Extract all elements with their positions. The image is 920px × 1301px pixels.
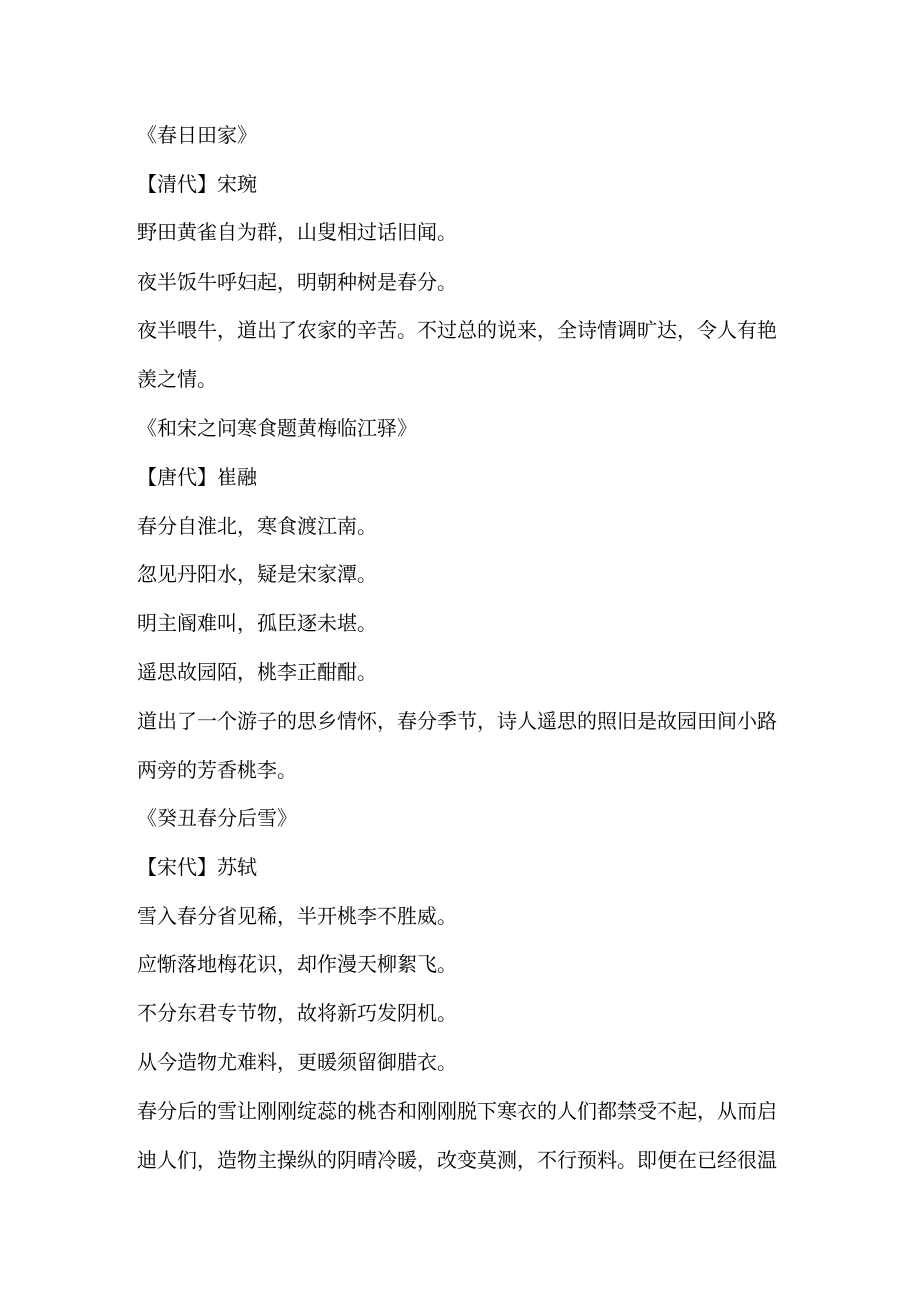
poem-author: 【唐代】崔融 — [137, 465, 257, 489]
poem-title: 《和宋之问寒食题黄梅临江驿》 — [137, 416, 417, 440]
poem-line: 不分东君专节物，故将新巧发阴机。 — [137, 1001, 457, 1025]
poem-line: 雪入春分省见稀，半开桃李不胜威。 — [137, 904, 457, 928]
poem-line: 夜半饭牛呼妇起，明朝种树是春分。 — [137, 270, 457, 294]
poem-title: 《春日田家》 — [137, 123, 257, 147]
poem-author: 【宋代】苏轼 — [137, 855, 257, 879]
commentary-line: 道出了一个游子的思乡情怀，春分季节，诗人遥思的照旧是故园田间小路 — [137, 709, 777, 733]
commentary-line: 夜半喂牛，道出了农家的辛苦。不过总的说来，全诗情调旷达，令人有艳 — [137, 318, 777, 342]
poem-line: 春分自淮北，寒食渡江南。 — [137, 514, 377, 538]
commentary-line: 羡之情。 — [137, 367, 217, 391]
poem-line: 明主阍难叫，孤臣逐未堪。 — [137, 611, 377, 635]
commentary-line: 迪人们，造物主操纵的阴晴冷暖，改变莫测，不行预料。即便在已经很温 — [137, 1148, 777, 1172]
poem-author: 【清代】宋琬 — [137, 172, 257, 196]
poem-line: 忽见丹阳水，疑是宋家潭。 — [137, 562, 377, 586]
commentary-line: 春分后的雪让刚刚绽蕊的桃杏和刚刚脱下寒衣的人们都禁受不起，从而启 — [137, 1099, 777, 1123]
poem-line: 从今造物尤难料，更暖须留御腊衣。 — [137, 1050, 457, 1074]
poem-line: 遥思故园陌，桃李正酣酣。 — [137, 660, 377, 684]
poem-line: 应惭落地梅花识，却作漫天柳絮飞。 — [137, 952, 457, 976]
poem-title: 《癸丑春分后雪》 — [137, 806, 297, 830]
poem-line: 野田黄雀自为群，山叟相过话旧闻。 — [137, 220, 457, 244]
commentary-line: 两旁的芳香桃李。 — [137, 758, 297, 782]
